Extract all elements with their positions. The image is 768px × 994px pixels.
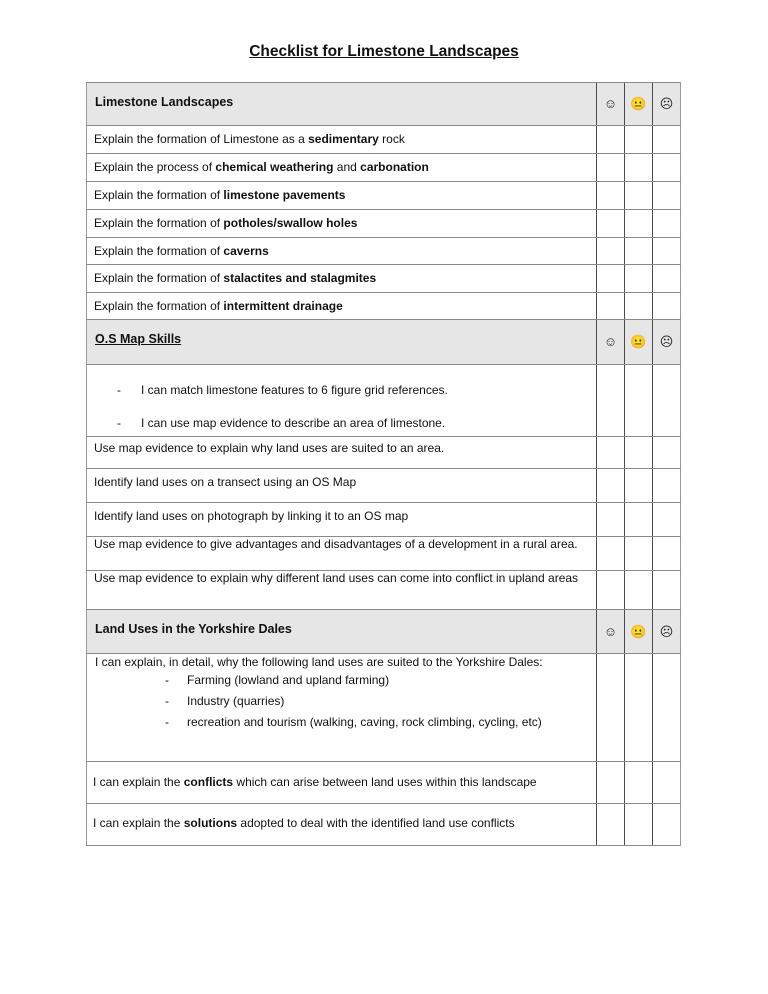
rating-box-neutral[interactable] xyxy=(625,154,653,181)
rating-box-happy[interactable] xyxy=(597,537,625,570)
rating-box-happy[interactable] xyxy=(597,293,625,320)
rating-box-happy[interactable] xyxy=(597,265,625,292)
checklist-row xyxy=(86,537,681,570)
sad-face-icon: ☹ xyxy=(659,334,674,349)
rating-box-happy[interactable] xyxy=(597,762,625,803)
sad-face-icon: ☹ xyxy=(659,96,674,111)
item-text: I can explain the solutions adopted to deal with the identified land use conflicts xyxy=(93,816,515,830)
bullet-marker: - xyxy=(117,416,121,430)
rating-box-neutral[interactable] xyxy=(625,437,653,468)
rating-box-sad[interactable] xyxy=(653,437,681,468)
item-text: Use map evidence to give advantages and disadvantages of a development in a rural area. xyxy=(94,537,578,551)
bullet-text: recreation and tourism (walking, caving, rock climbing, cycling, etc) xyxy=(187,715,542,729)
sad-face-icon: ☹ xyxy=(659,624,674,639)
rating-box-neutral[interactable] xyxy=(625,469,653,502)
rating-box-sad[interactable] xyxy=(653,182,681,209)
rating-box-neutral[interactable] xyxy=(625,182,653,209)
item-text: Explain the formation of intermittent drainage xyxy=(94,299,343,313)
rating-box-sad[interactable] xyxy=(653,293,681,320)
rating-box-neutral[interactable] xyxy=(625,126,653,153)
neutral-face-icon: 😐 xyxy=(630,96,647,111)
rating-box-neutral[interactable] xyxy=(625,654,653,761)
rating-box-happy[interactable] xyxy=(597,469,625,502)
bullet-text: Farming (lowland and upland farming) xyxy=(187,673,390,687)
rating-box-happy[interactable] xyxy=(597,210,625,237)
rating-box-sad[interactable] xyxy=(653,154,681,181)
rating-box-sad[interactable] xyxy=(653,654,681,761)
item-text: Explain the formation of stalactites and stalagmites xyxy=(94,271,377,285)
rating-box-neutral[interactable] xyxy=(625,571,653,609)
rating-box-sad[interactable] xyxy=(653,804,681,846)
item-text: Explain the process of chemical weathering and carbonation xyxy=(94,160,429,174)
checklist-row-bullets xyxy=(86,365,681,436)
checklist-row xyxy=(86,469,681,502)
rating-box-sad[interactable] xyxy=(653,469,681,502)
rating-box-happy[interactable] xyxy=(597,126,625,153)
item-text: Explain the formation of Limestone as a sedimentary rock xyxy=(94,132,405,146)
item-text: Identify land uses on a transect using an OS Map xyxy=(94,475,357,489)
checklist-row xyxy=(86,571,681,609)
checklist-row xyxy=(86,154,681,181)
rating-box-sad[interactable] xyxy=(653,210,681,237)
rating-box-neutral[interactable] xyxy=(625,762,653,803)
rating-box-sad[interactable] xyxy=(653,265,681,292)
smiley-face-icon: ☺ xyxy=(603,334,618,349)
section-header-limestone xyxy=(86,82,681,125)
rating-box-neutral[interactable] xyxy=(625,365,653,436)
checklist-row xyxy=(86,437,681,468)
bullet-marker: - xyxy=(117,383,121,397)
checklist-row xyxy=(86,762,681,803)
bullet-marker: - xyxy=(165,694,169,708)
rating-box-neutral[interactable] xyxy=(625,265,653,292)
section-heading: Limestone Landscapes xyxy=(95,95,234,109)
rating-box-happy[interactable] xyxy=(597,654,625,761)
rating-box-happy[interactable] xyxy=(597,238,625,264)
item-text: I can explain the conflicts which can arise between land uses within this landscape xyxy=(93,775,537,789)
bullet-marker: - xyxy=(165,673,169,687)
rating-box-sad[interactable] xyxy=(653,126,681,153)
rating-box-neutral[interactable] xyxy=(625,293,653,320)
rating-box-neutral[interactable] xyxy=(625,804,653,846)
checklist-row xyxy=(86,238,681,264)
rating-box-sad[interactable] xyxy=(653,571,681,609)
rating-box-happy[interactable] xyxy=(597,437,625,468)
neutral-face-icon: 😐 xyxy=(630,624,647,639)
rating-box-sad[interactable] xyxy=(653,503,681,536)
bullet-marker: - xyxy=(165,715,169,729)
section-header-os-map-skills xyxy=(86,320,681,364)
item-text: Explain the formation of potholes/swallow holes xyxy=(94,216,358,230)
checklist-row xyxy=(86,503,681,536)
bullet-text: I can match limestone features to 6 figure grid references. xyxy=(141,383,448,397)
item-text: Identify land uses on photograph by linking it to an OS map xyxy=(94,509,409,523)
item-text: Explain the formation of limestone pavements xyxy=(94,188,346,202)
rating-box-sad[interactable] xyxy=(653,365,681,436)
rating-box-sad[interactable] xyxy=(653,537,681,570)
neutral-face-icon: 😐 xyxy=(630,334,647,349)
rating-box-neutral[interactable] xyxy=(625,503,653,536)
bullet-text: I can use map evidence to describe an area of limestone. xyxy=(141,416,446,430)
rating-box-happy[interactable] xyxy=(597,182,625,209)
rating-box-happy[interactable] xyxy=(597,154,625,181)
section-heading: O.S Map Skills xyxy=(95,332,182,346)
item-text: Explain the formation of caverns xyxy=(94,244,269,258)
item-text: Use map evidence to explain why land uses are suited to an area. xyxy=(94,441,445,455)
checklist-row xyxy=(86,293,681,320)
section-heading: Land Uses in the Yorkshire Dales xyxy=(95,622,292,636)
checklist-row xyxy=(86,804,681,846)
intro-text: I can explain, in detail, why the following land uses are suited to the Yorkshire Dales: xyxy=(95,655,543,669)
checklist-row-bullets xyxy=(86,654,681,761)
checklist-row xyxy=(86,126,681,153)
page-title: Checklist for Limestone Landscapes xyxy=(249,43,519,60)
rating-box-neutral[interactable] xyxy=(625,238,653,264)
checklist-row xyxy=(86,182,681,209)
rating-box-neutral[interactable] xyxy=(625,210,653,237)
rating-box-happy[interactable] xyxy=(597,503,625,536)
checklist-row xyxy=(86,210,681,237)
rating-box-happy[interactable] xyxy=(597,804,625,846)
checklist-row xyxy=(86,265,681,292)
rating-box-neutral[interactable] xyxy=(625,537,653,570)
rating-box-happy[interactable] xyxy=(597,365,625,436)
smiley-face-icon: ☺ xyxy=(603,624,618,639)
rating-box-happy[interactable] xyxy=(597,571,625,609)
rating-box-sad[interactable] xyxy=(653,238,681,264)
bullet-text: Industry (quarries) xyxy=(187,694,285,708)
item-text: Use map evidence to explain why different land uses can come into conflict in upland areas xyxy=(94,571,579,585)
smiley-face-icon: ☺ xyxy=(603,96,618,111)
section-header-yorkshire-dales xyxy=(86,610,681,653)
rating-box-sad[interactable] xyxy=(653,762,681,803)
